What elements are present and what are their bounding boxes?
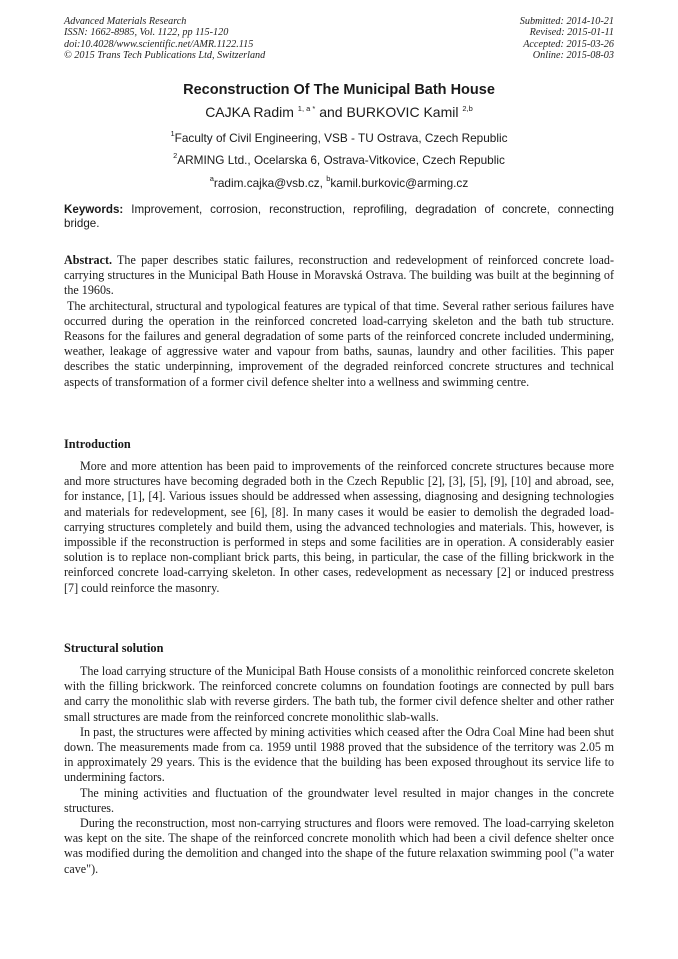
- journal-doi[interactable]: doi:10.4028/www.scientific.net/AMR.1122.115: [64, 38, 254, 50]
- affil-text: ARMING Ltd., Ocelarska 6, Ostrava-Vitkovice, Czech Republic: [177, 153, 505, 167]
- abstract-text: The paper describes static failures, reconstruction and redevelopment of reinforced concrete load-carrying structures in the Municipal Bath House in Moravská Ostrava. The building was built at the beginning of the 1960s.: [64, 253, 614, 298]
- author-affil-mark: 2,b: [462, 104, 473, 113]
- affiliation-2: [0, 153, 678, 167]
- keywords: [64, 203, 614, 231]
- introduction-section: [64, 459, 614, 596]
- author-name: BURKOVIC Kamil: [346, 104, 459, 120]
- paragraph: In past, the structures were affected by mining activities which ceased after the Odra Coal Mine had been shut down. The measurements made from ca. 1959 until 1988 proved that the subsidence of the territory was 2.05 m in approximately 29 years. This is the evidence that the building has been exposed throughout its service life to undermining factors.: [64, 724, 614, 785]
- affil-mark: 2: [173, 151, 178, 160]
- author-conjunction: and: [319, 104, 343, 120]
- email-link[interactable]: radim.cajka@vsb.cz,: [213, 176, 323, 190]
- journal-info: [64, 16, 265, 62]
- publication-dates: [520, 16, 614, 62]
- date-online: Online: 2015-08-03: [532, 50, 614, 62]
- date-revised: Revised: 2015-01-11: [529, 27, 614, 39]
- affil-text: Faculty of Civil Engineering, VSB - TU Ostrava, Czech Republic: [174, 131, 508, 145]
- affiliation-1: [0, 131, 678, 145]
- abstract-paragraph: [64, 253, 614, 299]
- paragraph: During the reconstruction, most non-carrying structures and floors were removed. The load-carrying skeleton was kept on the site. The shape of the reinforced concrete monolith which had been a civil defence shelter once was modified during the demolition and changed into the shape of the future relaxation swimming pool ("a water cave").: [64, 816, 614, 876]
- email-mark: b: [326, 174, 331, 183]
- section-heading: Structural solution: [64, 641, 164, 655]
- journal-issn: ISSN: 1662-8985, Vol. 1122, pp 115-120: [64, 27, 229, 39]
- paper-title: Reconstruction Of The Municipal Bath House: [183, 82, 495, 98]
- section-heading: Introduction: [64, 437, 131, 451]
- structural-section: [64, 664, 614, 877]
- keywords-text: Improvement, corrosion, reconstruction, reprofiling, degradation of concrete, connecting bridge.: [64, 203, 614, 230]
- email-link[interactable]: kamil.burkovic@arming.cz: [330, 176, 469, 190]
- abstract: [64, 253, 614, 390]
- affil-mark: 1: [170, 129, 175, 138]
- email-mark: a: [209, 174, 214, 183]
- abstract-paragraph: The architectural, structural and typological features are typical of that time. Several rather serious failures have occurred during the operation in the reinforced concreted load-carrying skeleton and the bath tub structure. Reasons for the failures and general degradation of some parts of the reinforced concrete included undermining, weather, leakage of aggressive water and vapour from baths, saunas, laundry and other facilities. This paper describes the static underpinning, improvement of the degraded reinforced concrete structures and technical aspects of transformation of a former civil defence shelter into a wellness and swimming centre.: [64, 298, 614, 389]
- paragraph: The load carrying structure of the Municipal Bath House consists of a monolithic reinforced concrete skeleton with the filling brickwork. The reinforced concrete columns on foundation footings are connected by pull bars and carry the monolithic slab with reverse girders. The bath tub, the former civil defence shelter and other rather small structures are made from the reinforced concrete monolithic slab-walls.: [64, 664, 614, 724]
- author-name: CAJKA Radim: [205, 104, 294, 120]
- date-submitted: Submitted: 2014-10-21: [519, 16, 614, 27]
- author-emails: [0, 176, 678, 190]
- author-affil-mark: 1, a *: [297, 104, 316, 113]
- paragraph: More and more attention has been paid to improvements of the reinforced concrete structures because more and more structures have becoming degraded both in the Czech Republic [2], [3], [5], [9], [10] and abroad, see, for instance, [1], [4]. Various issues should be addressed when assessing, diagnosing and designing technologies and materials for redevelopment, see [6], [8]. In many cases it would be easier to demolish the degraded load-carrying structures completely and build them, using the advanced technologies and materials. This, however, is impossible if the reconstruction is performed in steps and some facilities are in operation. A considerably easier solution is to replace non-compliant brick parts, this being, in particular, the case of the filling brickwork in the reinforced concrete load-carrying skeleton. In other cases, redevelopment as necessary [2] or induced prestress [7] could reinforce the masonry.: [64, 459, 614, 595]
- journal-copyright: © 2015 Trans Tech Publications Ltd, Switzerland: [64, 50, 266, 62]
- journal-name: Advanced Materials Research: [64, 16, 187, 27]
- abstract-label: Abstract.: [64, 253, 113, 267]
- author-line: [0, 104, 678, 120]
- date-accepted: Accepted: 2015-03-26: [523, 38, 614, 50]
- keywords-label: Keywords:: [64, 203, 124, 216]
- paragraph: The mining activities and fluctuation of the groundwater level resulted in major changes in the concrete structures.: [64, 785, 614, 815]
